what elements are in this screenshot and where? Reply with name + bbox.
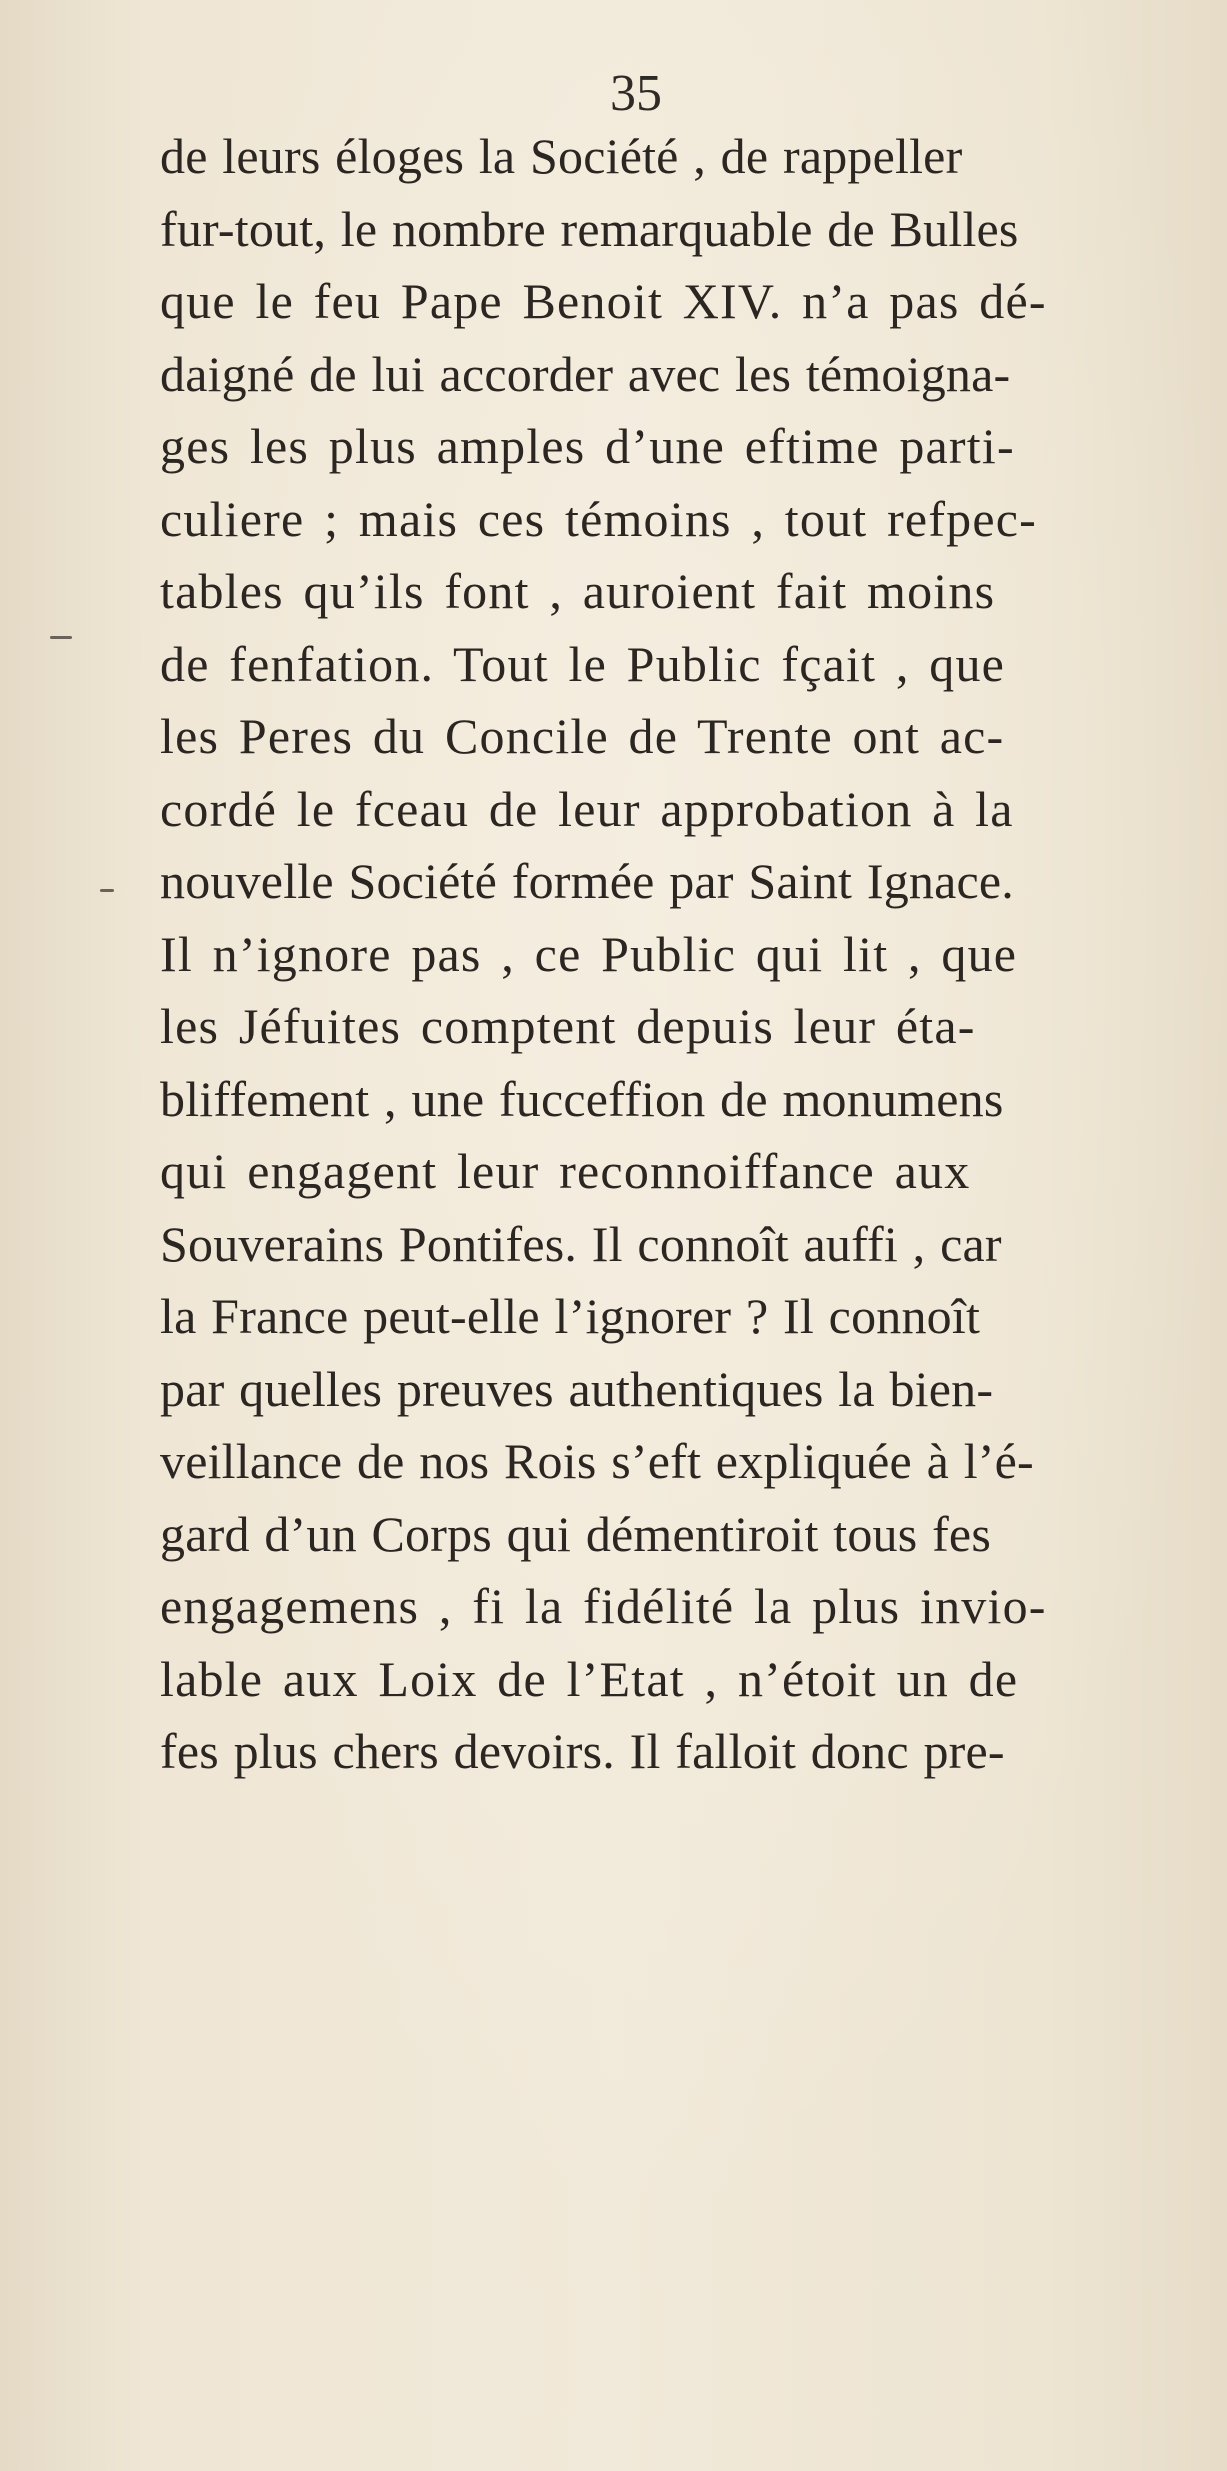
text-line: qui engagent leur reconnoiffance aux: [160, 1143, 971, 1199]
text-line: de leurs éloges la Société , de rappeller: [160, 128, 963, 184]
text-line: veillance de nos Rois s’eft expliquée à l’é-: [160, 1433, 1034, 1489]
margin-mark: [100, 889, 114, 892]
body-text: [160, 120, 1160, 1788]
text-line: bliffement , une fucceffion de monumens: [160, 1070, 1004, 1127]
text-line: ges les plus amples d’une eftime parti-: [160, 418, 1015, 474]
text-line: fes plus chers devoirs. Il falloit donc pre-: [160, 1723, 1005, 1779]
text-line: par quelles preuves authentiques la bien-: [160, 1360, 994, 1417]
text-line: la France peut-elle l’ignorer ? Il connoît: [160, 1288, 981, 1344]
text-line: nouvelle Société formée par Saint Ignace.: [160, 853, 1014, 909]
text-line: cordé le fceau de leur approbation à la: [160, 780, 1014, 837]
text-line: engagemens , fi la fidélité la plus invio-: [160, 1578, 1047, 1634]
text-line: Il n’ignore pas , ce Public qui lit , que: [160, 925, 1018, 982]
text-line: fur-tout, le nombre remarquable de Bulles: [160, 200, 1019, 257]
text-line: lable aux Loix de l’Etat , n’étoit un de: [160, 1650, 1019, 1707]
text-line: Souverains Pontifes. Il connoît auffi , car: [160, 1215, 1002, 1272]
text-line: de fenfation. Tout le Public fçait , que: [160, 635, 1006, 692]
text-line: culiere ; mais ces témoins , tout refpec-: [160, 490, 1038, 547]
text-line: que le feu Pape Benoit XIV. n’a pas dé-: [160, 273, 1047, 329]
margin-mark: [50, 636, 72, 639]
text-line: daigné de lui accorder avec les témoigna-: [160, 345, 1011, 402]
text-line: les Peres du Concile de Trente ont ac-: [160, 708, 1005, 764]
text-line: les Jéfuites comptent depuis leur éta-: [160, 998, 976, 1054]
text-line: tables qu’ils font , auroient fait moins: [160, 563, 996, 619]
page-number: 35: [610, 65, 662, 122]
text-line: gard d’un Corps qui démentiroit tous fes: [160, 1505, 991, 1562]
